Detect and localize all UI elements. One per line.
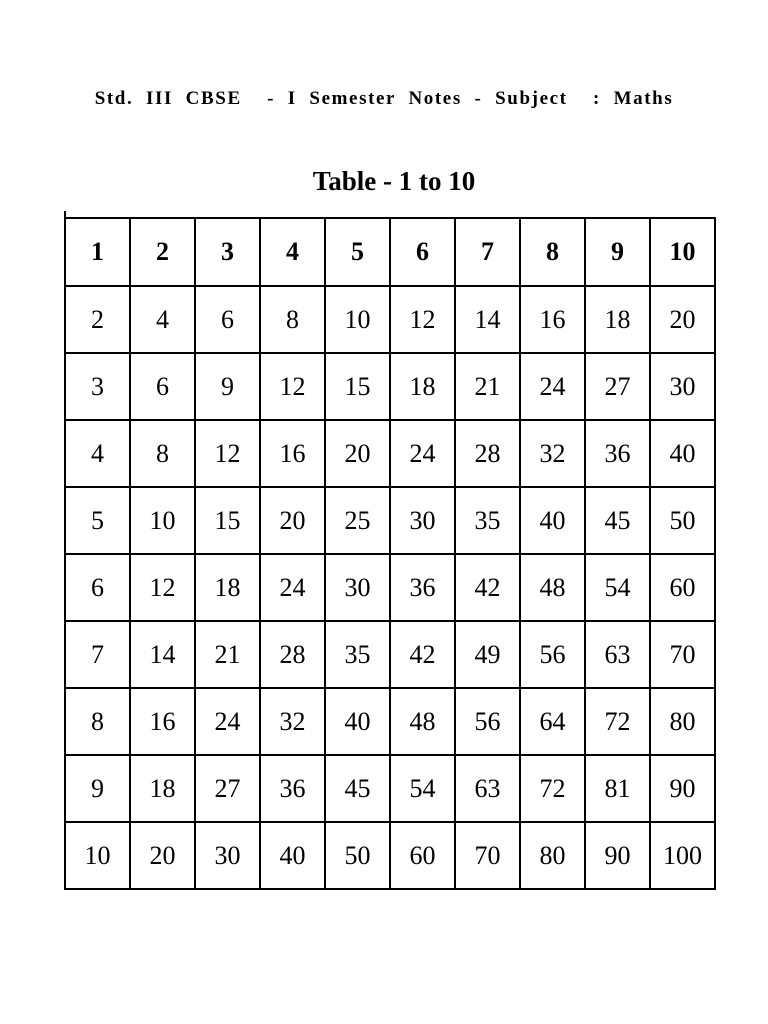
table-cell: 20 [260, 487, 325, 554]
table-header-cell: 6 [390, 218, 455, 286]
table-header-cell: 1 [65, 218, 130, 286]
table-cell: 36 [585, 420, 650, 487]
table-cell: 81 [585, 755, 650, 822]
table-cell: 32 [520, 420, 585, 487]
table-header-cell: 9 [585, 218, 650, 286]
table-cell: 20 [325, 420, 390, 487]
table-cell: 72 [585, 688, 650, 755]
table-cell: 4 [130, 286, 195, 353]
document-header: Std. III CBSE - I Semester Notes - Subject : Maths [94, 88, 674, 109]
table-cell: 6 [195, 286, 260, 353]
table-cell: 50 [650, 487, 715, 554]
table-cell: 72 [520, 755, 585, 822]
table-header-cell: 4 [260, 218, 325, 286]
table-cell: 40 [325, 688, 390, 755]
table-cell: 54 [390, 755, 455, 822]
table-cell: 64 [520, 688, 585, 755]
table-cell: 42 [390, 621, 455, 688]
table-cell: 3 [65, 353, 130, 420]
table-cell: 70 [455, 822, 520, 889]
table-header-row [65, 218, 715, 286]
table-cell: 25 [325, 487, 390, 554]
table-cell: 7 [65, 621, 130, 688]
table-cell: 35 [325, 621, 390, 688]
multiplication-table-container [64, 217, 716, 890]
table-cell: 24 [195, 688, 260, 755]
table-cell: 12 [390, 286, 455, 353]
table-row [65, 688, 715, 755]
table-cell: 30 [650, 353, 715, 420]
table-cell: 15 [195, 487, 260, 554]
table-cell: 12 [195, 420, 260, 487]
table-cell: 10 [65, 822, 130, 889]
table-cell: 60 [390, 822, 455, 889]
table-row [65, 822, 715, 889]
table-cell: 12 [260, 353, 325, 420]
table-cell: 49 [455, 621, 520, 688]
table-cell: 10 [130, 487, 195, 554]
table-header-cell: 7 [455, 218, 520, 286]
table-header-cell: 2 [130, 218, 195, 286]
table-cell: 16 [260, 420, 325, 487]
table-cell: 63 [455, 755, 520, 822]
table-cell: 10 [325, 286, 390, 353]
table-cell: 6 [65, 554, 130, 621]
table-row [65, 554, 715, 621]
table-cell: 8 [260, 286, 325, 353]
table-cell: 20 [130, 822, 195, 889]
table-cell: 36 [260, 755, 325, 822]
table-cell: 14 [130, 621, 195, 688]
table-cell: 20 [650, 286, 715, 353]
table-cell: 18 [390, 353, 455, 420]
table-cell: 9 [195, 353, 260, 420]
table-row [65, 621, 715, 688]
table-cell: 5 [65, 487, 130, 554]
table-cell: 16 [520, 286, 585, 353]
table-cell: 60 [650, 554, 715, 621]
table-cell: 30 [390, 487, 455, 554]
table-cell: 80 [520, 822, 585, 889]
table-cell: 30 [195, 822, 260, 889]
table-cell: 9 [65, 755, 130, 822]
table-row [65, 487, 715, 554]
table-cell: 21 [455, 353, 520, 420]
table-cell: 48 [520, 554, 585, 621]
table-header-cell: 3 [195, 218, 260, 286]
table-cell: 28 [260, 621, 325, 688]
table-cell: 54 [585, 554, 650, 621]
table-cell: 80 [650, 688, 715, 755]
table-cell: 56 [520, 621, 585, 688]
table-cell: 18 [130, 755, 195, 822]
table-cell: 36 [390, 554, 455, 621]
table-header-cell: 5 [325, 218, 390, 286]
table-cell: 12 [130, 554, 195, 621]
table-cell: 16 [130, 688, 195, 755]
table-cell: 35 [455, 487, 520, 554]
table-cell: 30 [325, 554, 390, 621]
table-cell: 18 [195, 554, 260, 621]
table-cell: 27 [195, 755, 260, 822]
table-row [65, 286, 715, 353]
table-cell: 8 [130, 420, 195, 487]
table-cell: 42 [455, 554, 520, 621]
table-cell: 14 [455, 286, 520, 353]
table-cell: 24 [260, 554, 325, 621]
table-cell: 50 [325, 822, 390, 889]
table-body [65, 218, 715, 889]
table-cell: 4 [65, 420, 130, 487]
table-cell: 21 [195, 621, 260, 688]
table-cell: 100 [650, 822, 715, 889]
table-cell: 27 [585, 353, 650, 420]
table-cell: 40 [520, 487, 585, 554]
table-cell: 6 [130, 353, 195, 420]
table-row [65, 755, 715, 822]
table-title: Table - 1 to 10 [312, 166, 476, 196]
table-cell: 48 [390, 688, 455, 755]
table-row [65, 353, 715, 420]
table-cell: 90 [650, 755, 715, 822]
multiplication-table [64, 217, 716, 890]
table-cell: 18 [585, 286, 650, 353]
table-cell: 63 [585, 621, 650, 688]
table-cell: 15 [325, 353, 390, 420]
table-header-cell: 10 [650, 218, 715, 286]
table-cell: 70 [650, 621, 715, 688]
table-cell: 40 [650, 420, 715, 487]
table-row [65, 420, 715, 487]
table-cell: 90 [585, 822, 650, 889]
table-header-cell: 8 [520, 218, 585, 286]
table-cell: 40 [260, 822, 325, 889]
table-cell: 2 [65, 286, 130, 353]
table-cell: 45 [325, 755, 390, 822]
table-cell: 8 [65, 688, 130, 755]
table-cell: 24 [390, 420, 455, 487]
table-cell: 24 [520, 353, 585, 420]
table-cell: 28 [455, 420, 520, 487]
table-cell: 56 [455, 688, 520, 755]
table-cell: 32 [260, 688, 325, 755]
table-cell: 45 [585, 487, 650, 554]
